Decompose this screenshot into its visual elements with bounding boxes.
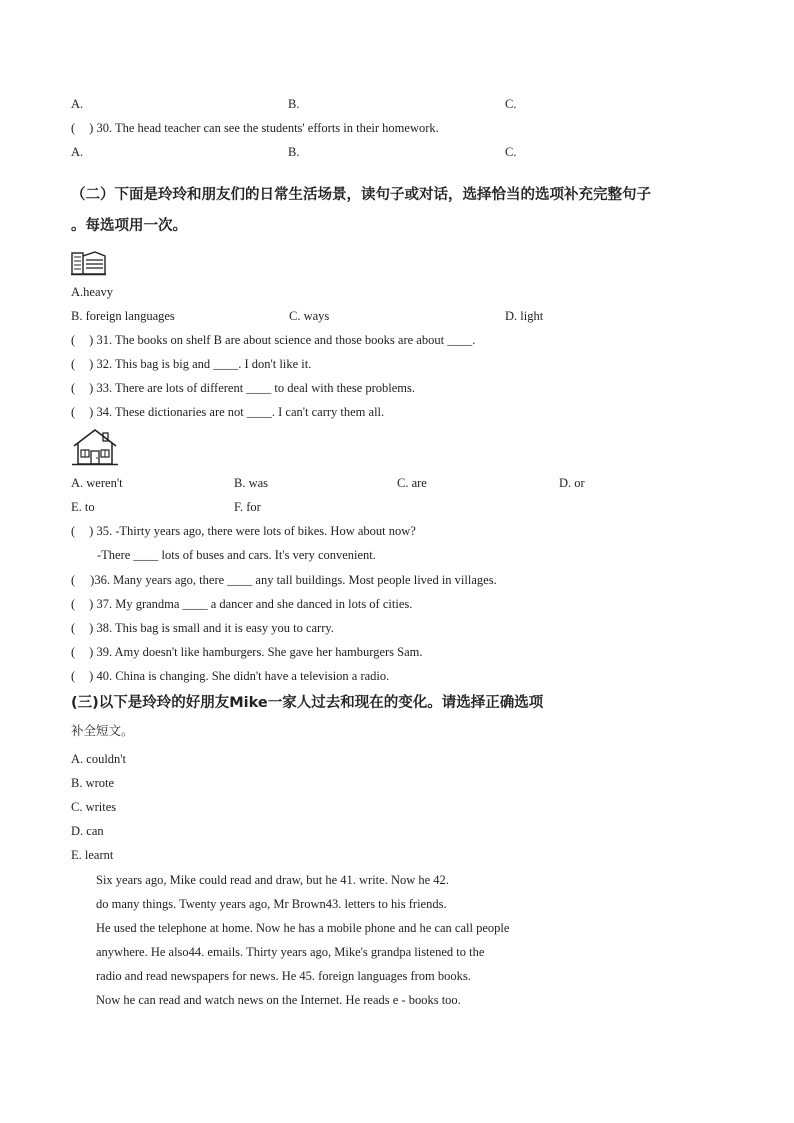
q33-question: ( ) 33. There are lots of different ____ to deal with these problems. [71,381,416,395]
q31-question: ( ) 31. The books on shelf B are about science and those books are about ____. [71,333,476,347]
section3-option-d: D. can [71,824,104,838]
q31-text: 31. The books on shelf B are about science and those books are about ____. [96,333,476,347]
section3-option-e: E. learnt [71,848,114,862]
passage-line-5: radio and read newspapers for news. He 45. foreign languages from books. [96,969,471,983]
q35-text-line1: 35. -Thirty years ago, there were lots of bikes. How about now? [96,524,416,538]
q30-text: 30. The head teacher can see the students' efforts in their homework. [96,121,439,135]
q35-question: ( ) 35. -Thirty years ago, there were lots of bikes. How about now? [71,524,416,538]
q35-text-line2: -There ____ lots of buses and cars. It's very convenient. [97,548,376,562]
house-icon [72,428,118,466]
q39-text: 39. Amy doesn't like hamburgers. She gave her hamburgers Sam. [96,645,423,659]
group2-option-b: B. was [234,476,269,490]
q40-text: 40. China is changing. She didn't have a television a radio. [96,669,390,683]
passage-line-4: anywhere. He also44. emails. Thirty years ago, Mike's grandpa listened to the [96,945,485,959]
q37-question: ( ) 37. My grandma ____ a dancer and she danced in lots of cities. [71,597,413,611]
library-building-icon [71,250,107,276]
group1-option-d: D. light [505,309,544,323]
q30-option-b: B. [288,145,300,159]
q39-question: ( ) 39. Amy doesn't like hamburgers. She gave her hamburgers Sam. [71,645,423,659]
answer-paren-open: ( [71,121,76,135]
q38-question: ( ) 38. This bag is small and it is easy you to carry. [71,621,334,635]
passage-line-1: Six years ago, Mike could read and draw, but he 41. write. Now he 42. [96,873,449,887]
q30-question [71,120,439,136]
section2-title-line1: （二）下面是玲玲和朋友们的日常生活场景，读句子或对话，选择恰当的选项补充完整句子 [71,187,651,203]
group2-option-a: A. weren't [71,476,123,490]
q30-option-c: C. [505,145,517,159]
group1-option-c: C. ways [289,309,330,323]
section3-option-c: C. writes [71,800,117,814]
q36-text: )36. Many years ago, there ____ any tall buildings. Most people lived in villages. [90,573,497,587]
section3-option-a: A. couldn't [71,752,127,766]
section3-title: (三)以下是玲玲的好朋友Mike一家人过去和现在的变化。请选择正确选项 [71,695,544,711]
answer-paren-close: ) [89,121,94,135]
q32-question: ( ) 32. This bag is big and ____. I don't like it. [71,357,312,371]
section2-title-line2: 。每选项用一次。 [71,218,187,234]
group1-option-b: B. foreign languages [71,309,175,323]
q29-option-c: C. [505,97,517,111]
group1-option-a: A.heavy [71,285,113,299]
group2-option-d: D. or [559,476,585,490]
section3-subtitle: 补全短文。 [71,723,134,738]
q29-option-b: B. [288,97,300,111]
q38-text: 38. This bag is small and it is easy you to carry. [96,621,334,635]
q30-option-a: A. [71,145,84,159]
passage-line-6: Now he can read and watch news on the Internet. He reads e - books too. [96,993,461,1007]
passage-line-2: do many things. Twenty years ago, Mr Brown43. letters to his friends. [96,897,447,911]
q40-question: ( ) 40. China is changing. She didn't have a television a radio. [71,669,390,683]
group2-option-e: E. to [71,500,95,514]
q34-text: 34. These dictionaries are not ____. I can't carry them all. [96,405,385,419]
q37-text: 37. My grandma ____ a dancer and she danced in lots of cities. [96,597,413,611]
q34-question: ( ) 34. These dictionaries are not ____. I can't carry them all. [71,405,385,419]
group2-option-c: C. are [397,476,427,490]
section3-option-b: B. wrote [71,776,115,790]
q33-text: 33. There are lots of different ____ to deal with these problems. [96,381,416,395]
q29-option-a: A. [71,97,84,111]
q32-text: 32. This bag is big and ____. I don't like it. [96,357,312,371]
group2-option-f: F. for [234,500,261,514]
q36-question: ( )36. Many years ago, there ____ any tall buildings. Most people lived in villages. [71,573,497,587]
passage-line-3: He used the telephone at home. Now he has a mobile phone and he can call people [96,921,510,935]
